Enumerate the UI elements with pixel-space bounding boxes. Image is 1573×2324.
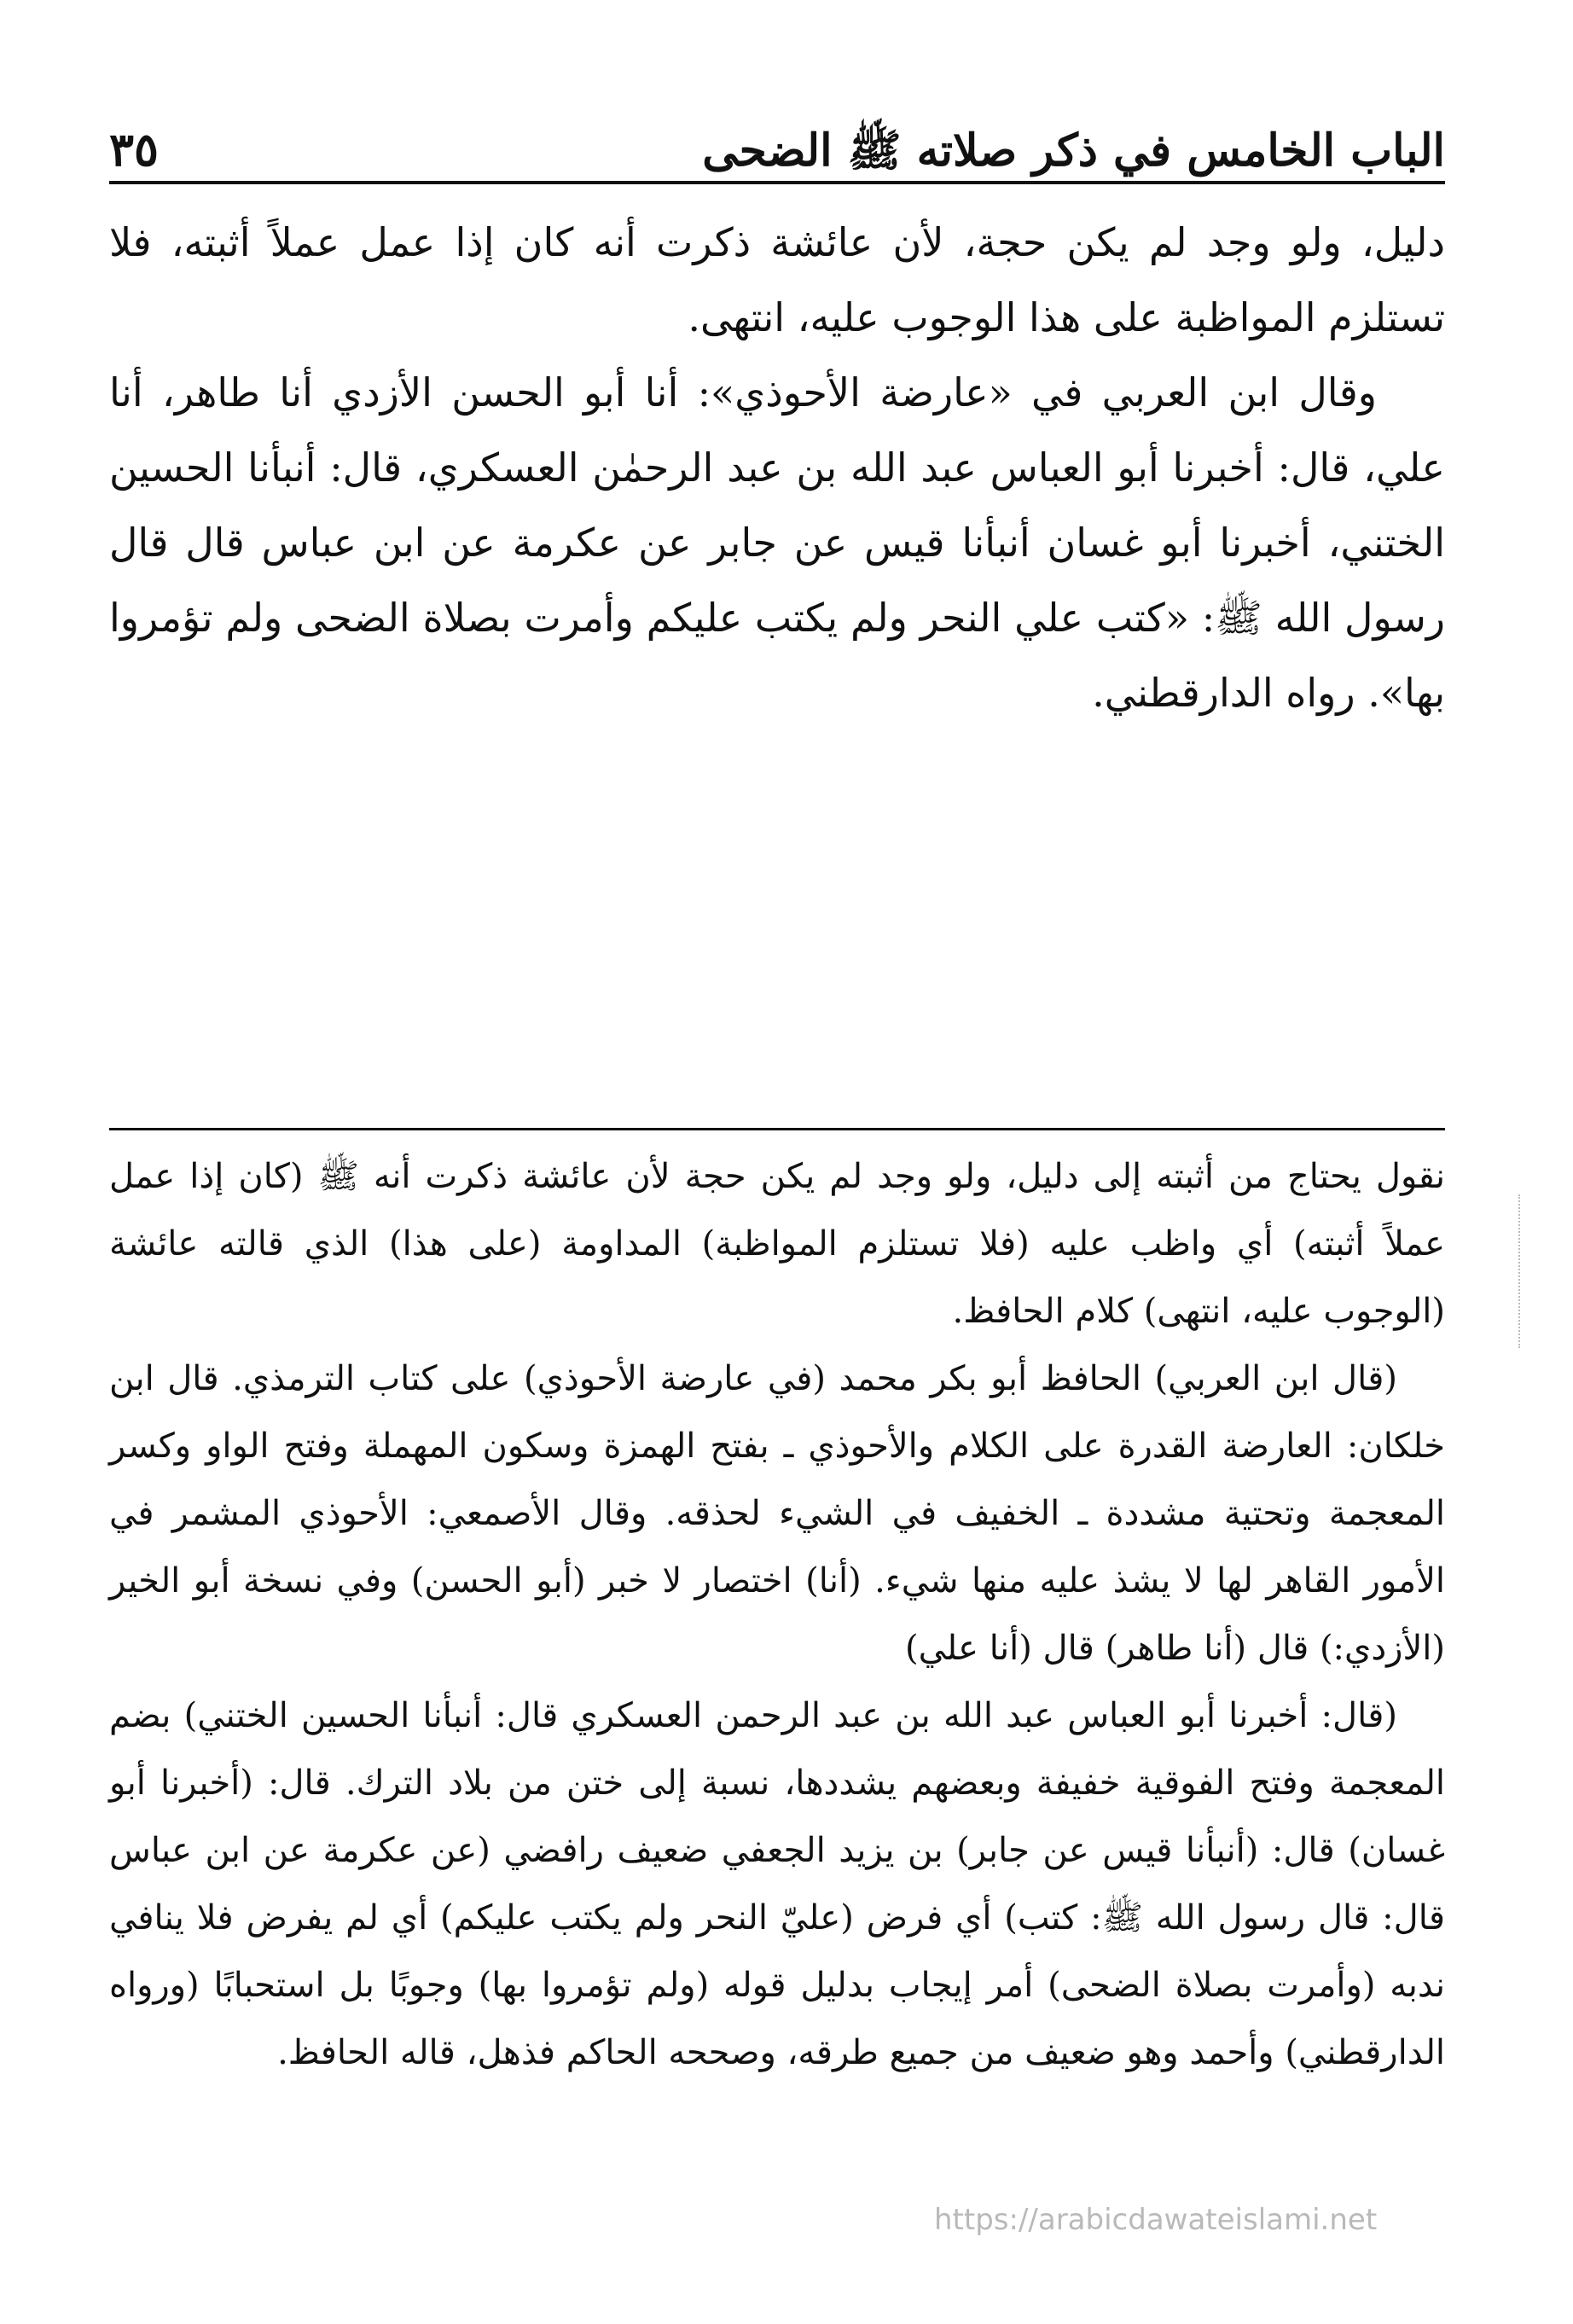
main-paragraph-1: دليل، ولو وجد لم يكن حجة، لأن عائشة ذكرت أنه كان إذا عمل عملاً أثبته، فلا تستلزم المواظبة على هذا الوجوب عليه، انتهى.: [109, 219, 1445, 340]
header-divider: [109, 181, 1445, 184]
commentary-paragraph-3: (قال: أخبرنا أبو العباس عبد الله بن عبد الرحمن العسكري قال: أنبأنا الحسين الختني) بضم المعجمة وفتح الفوقية خفيفة وبعضهم يشددها، نسبة إلى ختن من بلاد الترك. قال: (أخبرنا أبو غسان) قال: (أنبأنا قيس عن جابر) بن يزيد الجعفي ضعيف رافضي (عن عكرمة عن ابن عباس قال: قال رسول الله ﷺ: كتب) أي فرض (عليّ النحر ولم يكتب عليكم) أي لم يفرض فلا ينافي ندبه (وأمرت بصلاة الضحى) أمر إيجاب بدليل قوله (ولم تؤمروا بها) وجوبًا بل استحبابًا (ورواه الدارقطني) وأحمد وهو ضعيف من جميع طرقه، وصححه الحاكم فذهل، قاله الحافظ.: [109, 1696, 1446, 2072]
commentary-section: [109, 1143, 1445, 2087]
chapter-title: الباب الخامس في ذكر صلاته ﷺ الضحى: [702, 124, 1445, 177]
margin-scan-marks: [1518, 1194, 1524, 1348]
commentary-paragraph-2: (قال ابن العربي) الحافظ أبو بكر محمد (في عارضة الأحوذي) على كتاب الترمذي. قال ابن خلكان: العارضة القدرة على الكلام والأحوذي ـ بفتح الهمزة وسكون المهملة وفتح الواو وكسر المعجمة وتحتية مشددة ـ الخفيف في الشيء لحذقه. وقال الأصمعي: الأحوذي المشمر في الأمور القاهر لها لا يشذ عليه منها شيء. (أنا) اختصار لا خبر (أبو الحسن) وفي نسخة أبو الخير (الأزدي:) قال (أنا طاهر) قال (أنا علي): [109, 1359, 1446, 1668]
main-text: [109, 205, 1445, 730]
footnote-divider: [109, 1128, 1445, 1130]
page-number: ٣٥: [109, 122, 160, 177]
commentary-paragraph-1: نقول يحتاج من أثبته إلى دليل، ولو وجد لم يكن حجة لأن عائشة ذكرت أنه ﷺ (كان إذا عمل عملاً أثبته) أي واظب عليه (فلا تستلزم المواظبة) المداومة (على هذا) الذي قالته عائشة (الوجوب عليه، انتهى) كلام الحافظ.: [109, 1157, 1445, 1331]
main-paragraph-2: وقال ابن العربي في «عارضة الأحوذي»: أنا أبو الحسن الأزدي أنا طاهر، أنا علي، قال: أخبرنا أبو العباس عبد الله بن عبد الرحمٰن العسكري، قال: أنبأنا الحسين الختني، أخبرنا أبو غسان أنبأنا قيس عن جابر عن عكرمة عن ابن عباس قال قال رسول الله ﷺ: «كتب علي النحر ولم يكتب عليكم وأمرت بصلاة الضحى ولم تؤمروا بها». رواه الدارقطني.: [109, 369, 1445, 716]
page-header: [109, 101, 1445, 177]
watermark-url: https://arabicdawateislami.net: [934, 2203, 1378, 2237]
